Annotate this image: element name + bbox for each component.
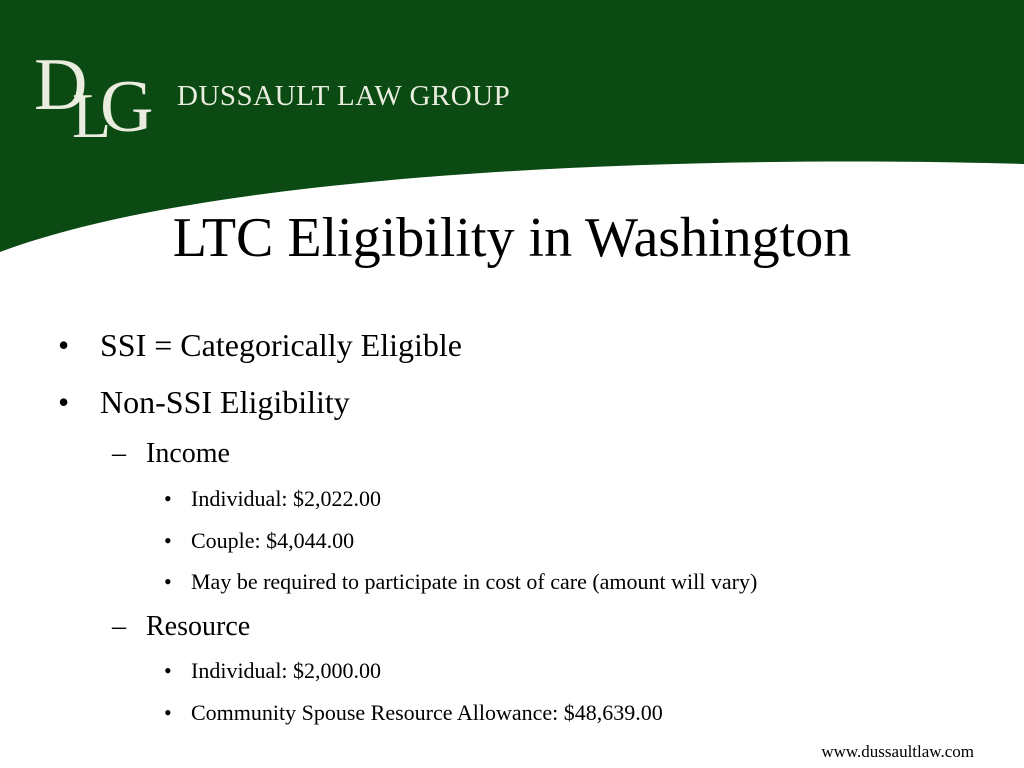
bullet-text: SSI = Categorically Eligible	[100, 327, 462, 363]
firm-name: DUSSAULT LAW GROUP	[177, 80, 511, 112]
bullet-marker: •	[164, 658, 172, 683]
resource-item-text: Community Spouse Resource Allowance: $48,639.00	[191, 700, 663, 725]
sub-heading-text: Income	[146, 438, 230, 469]
bullet-marker: •	[58, 384, 70, 420]
bullet-marker: •	[164, 486, 172, 511]
bullet-marker: •	[58, 327, 70, 363]
bullet-marker: •	[164, 569, 172, 594]
resource-item-text: Individual: $2,000.00	[191, 658, 382, 683]
sub-heading-text: Resource	[146, 611, 251, 642]
dash-marker: –	[112, 611, 126, 642]
logo-letter-l: L	[72, 80, 112, 151]
website-link[interactable]: www.dussaultlaw.com	[821, 742, 974, 761]
income-item-text: May be required to participate in cost of care (amount will vary)	[191, 569, 758, 594]
bullet-text: Non-SSI Eligibility	[100, 384, 350, 420]
slide-title: LTC Eligibility in Washington	[172, 207, 852, 269]
dash-marker: –	[112, 438, 126, 469]
income-item-text: Couple: $4,044.00	[191, 528, 355, 553]
logo-letter-d: D	[34, 44, 88, 126]
bullet-marker: •	[164, 528, 172, 553]
bullet-marker: •	[164, 700, 172, 725]
income-item-text: Individual: $2,022.00	[191, 486, 382, 511]
logo-letter-g: G	[100, 66, 154, 148]
